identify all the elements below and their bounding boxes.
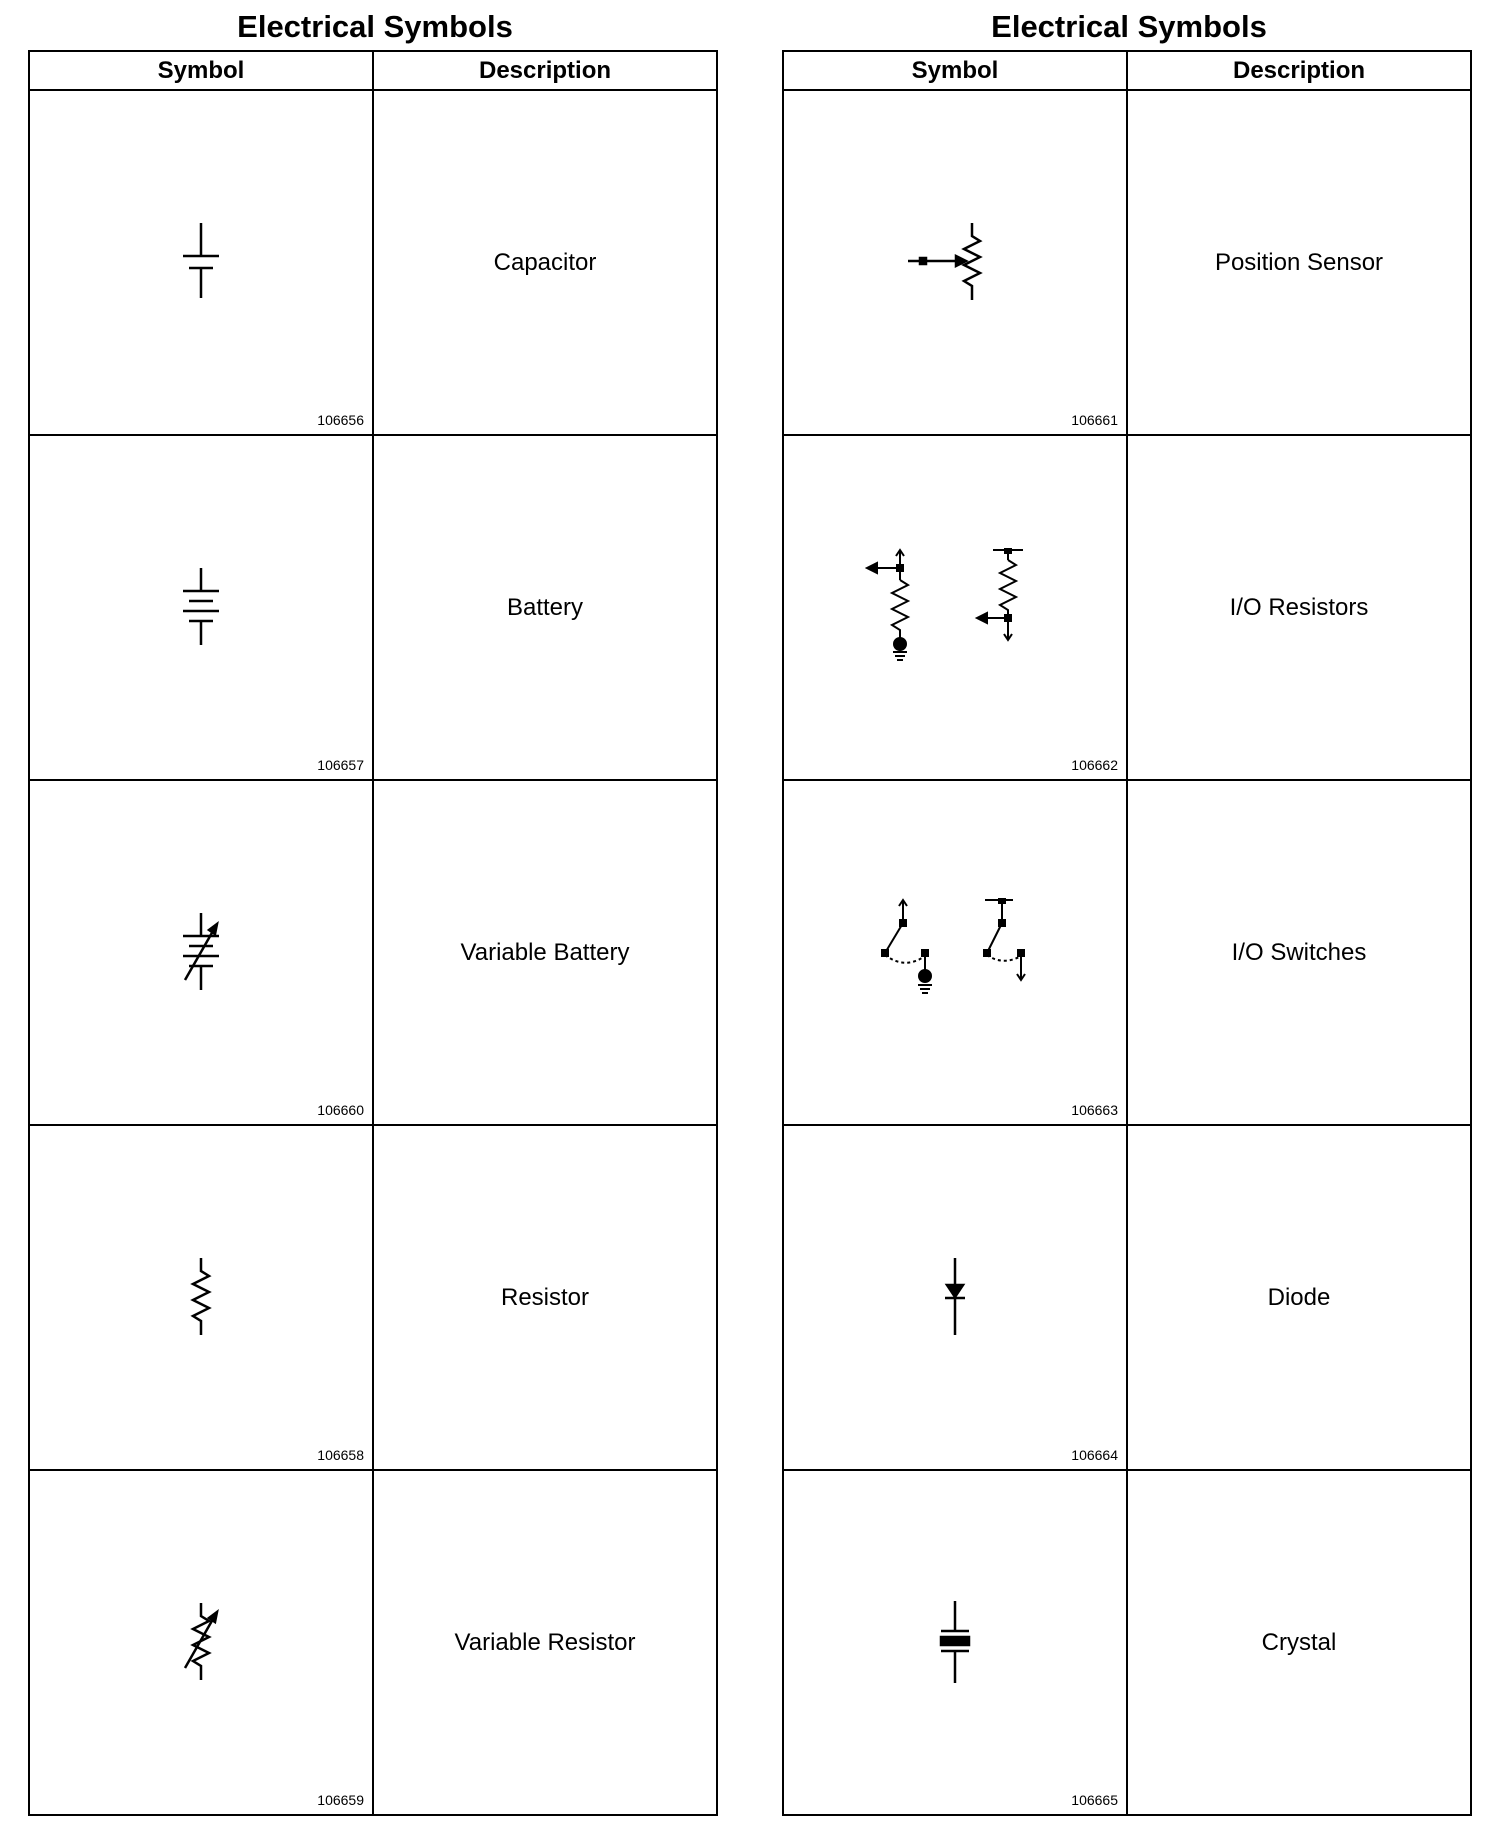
- battery-icon: [171, 563, 231, 653]
- figure-number: 106659: [317, 1792, 364, 1808]
- table-row: [783, 1125, 1471, 1470]
- figure-number: 106665: [1071, 1792, 1118, 1808]
- table-row: [783, 780, 1471, 1125]
- table-header-row: [29, 51, 717, 90]
- description-column-header: Description: [373, 51, 717, 90]
- figure-number: 106661: [1071, 412, 1118, 428]
- figure-number: 106657: [317, 757, 364, 773]
- right-symbols-table: [782, 50, 1472, 1816]
- symbol-cell: [29, 1125, 373, 1470]
- description-cell: Resistor: [373, 1125, 717, 1470]
- table-row: [29, 1470, 717, 1815]
- table-row: [29, 90, 717, 435]
- table-row: [783, 90, 1471, 435]
- symbol-cell: [783, 90, 1127, 435]
- table-row: [783, 1470, 1471, 1815]
- io-switches-icon: [865, 898, 1045, 1008]
- figure-number: 106663: [1071, 1102, 1118, 1118]
- right-symbols-panel: [776, 0, 1482, 1816]
- left-symbols-panel: [22, 0, 728, 1816]
- description-cell: Variable Battery: [373, 780, 717, 1125]
- symbol-cell: [783, 1125, 1127, 1470]
- capacitor-icon: [171, 218, 231, 308]
- description-cell: Capacitor: [373, 90, 717, 435]
- description-cell: I/O Resistors: [1127, 435, 1471, 780]
- description-cell: Variable Resistor: [373, 1470, 717, 1815]
- figure-number: 106664: [1071, 1447, 1118, 1463]
- description-column-header: Description: [1127, 51, 1471, 90]
- description-cell: Diode: [1127, 1125, 1471, 1470]
- table-row: [783, 435, 1471, 780]
- symbol-cell: [29, 435, 373, 780]
- symbol-column-header: Symbol: [29, 51, 373, 90]
- diode-icon: [925, 1253, 985, 1343]
- left-symbols-table: [28, 50, 718, 1816]
- table-row: [29, 435, 717, 780]
- table-header-row: [783, 51, 1471, 90]
- right-table-title: Electrical Symbols: [991, 9, 1267, 44]
- description-cell: Position Sensor: [1127, 90, 1471, 435]
- symbol-cell: [29, 90, 373, 435]
- table-row: [29, 780, 717, 1125]
- variable-battery-icon: [171, 908, 231, 998]
- crystal-icon: [925, 1598, 985, 1688]
- figure-number: 106656: [317, 412, 364, 428]
- position-sensor-icon: [900, 218, 1010, 308]
- table-row: [29, 1125, 717, 1470]
- figure-number: 106660: [317, 1102, 364, 1118]
- symbol-cell: [783, 780, 1127, 1125]
- figure-number: 106662: [1071, 757, 1118, 773]
- symbol-cell: [29, 780, 373, 1125]
- symbol-column-header: Symbol: [783, 51, 1127, 90]
- symbol-cell: [29, 1470, 373, 1815]
- io-resistors-icon: [865, 548, 1045, 668]
- symbol-cell: [783, 435, 1127, 780]
- resistor-icon: [171, 1253, 231, 1343]
- description-cell: Crystal: [1127, 1470, 1471, 1815]
- description-cell: Battery: [373, 435, 717, 780]
- description-cell: I/O Switches: [1127, 780, 1471, 1125]
- figure-number: 106658: [317, 1447, 364, 1463]
- left-table-title: Electrical Symbols: [237, 9, 513, 44]
- symbol-cell: [783, 1470, 1127, 1815]
- variable-resistor-icon: [171, 1598, 231, 1688]
